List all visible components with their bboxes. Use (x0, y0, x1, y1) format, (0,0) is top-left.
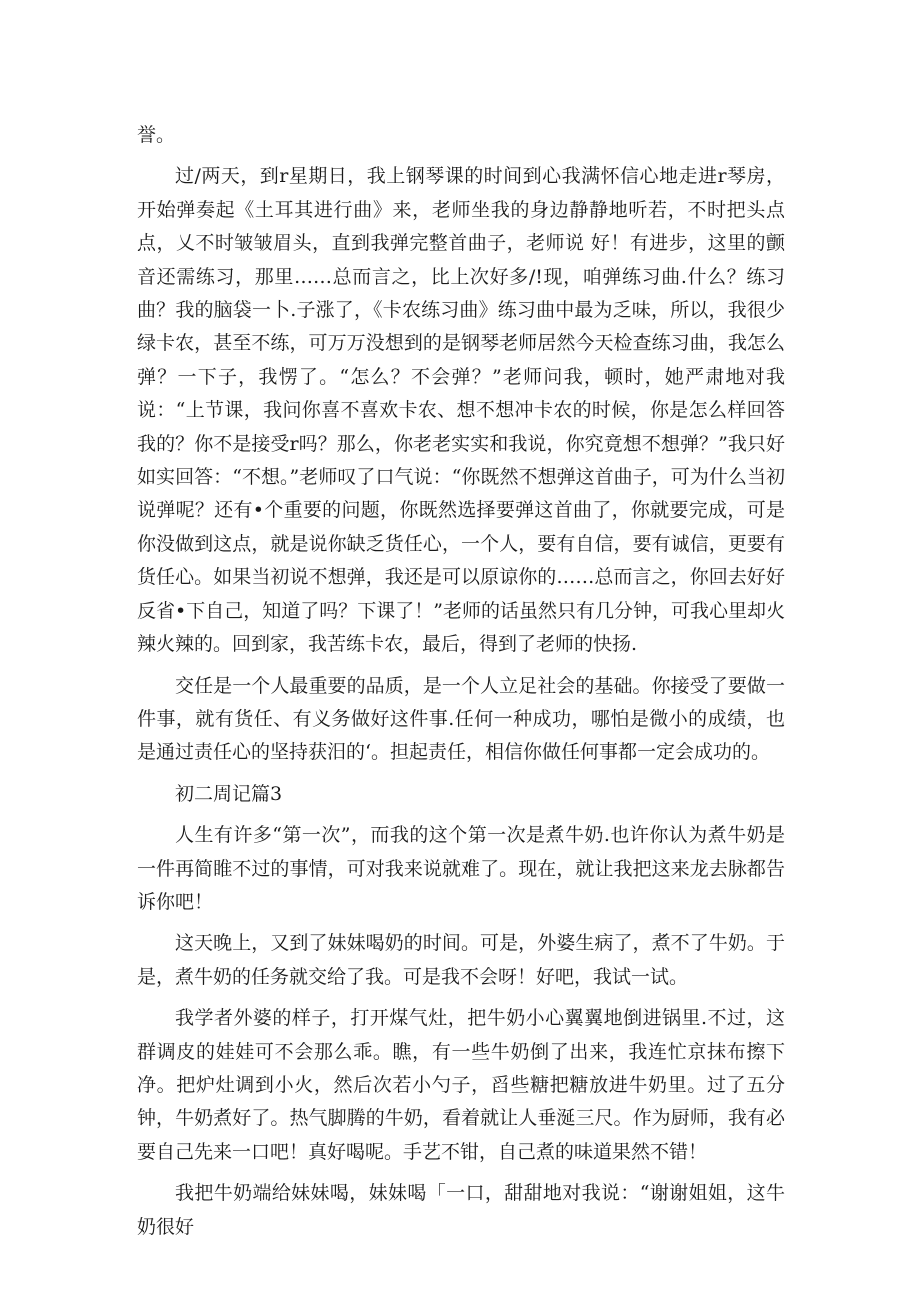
section-heading: 初二周记篇3 (175, 782, 283, 805)
paragraph-responsibility: 交任是一个人最重要的品质，是一个人立足社会的基础。你接受了要做一件事，就有货任、有义务做好这件事.任何一种成功，哪怕是微小的成绩，也是通过责任心的坚持获汨的‘。担起责任，相信你做任何事都一定会成功的。 (137, 674, 785, 764)
paragraph-piano-lesson: 过/两天，到r星期日，我上钢琴课的时间到心我满怀信心地走进r琴房，开始弹奏起《土耳其进行曲》来，老师坐我的身边静静地听若，不时把头点点，乂不时皱皱眉头，直到我弹完整首曲子，老师说 好！有进步，这里的颤音还需练习，那里……总而言之，比上次好多/!现，咱弹练习曲.什么？练习曲？我的脑袋一卜.子涨了，《卡农练习曲》练习曲中最为乏味，所以，我很少绿卡农，甚至不练，可万万没想到的是钢琴老师居然今天检查练习曲，我怎么弹？一下子，我愣了。“怎么？不会弹？”老师问我，顿时，她严肃地对我说：“上节课，我问你喜不喜欢卡农、想不想冲卡农的时候，你是怎么样回答我的？你不是接受r吗？那么，你老老实实和我说，你究竟想不想弹？”我只好如实回答：“不想。”老师叹了口气说：“你既然不想弹这首曲子，可为什么当初说弹呢？还有•个重要的问题，你既然选择要弹这首曲了，你就要完成，可是你没做到这点，就是说你缺乏货任心，一个人，要有自信，要有诚信，更要有货任心。如果当初说不想弹，我还是可以原谅你的……总而言之，你回去好好反省•下自己，知道了吗？下课了！”老师的话虽然只有几分钟，可我心里却火辣火辣的。回到家，我苦练卡农，最后，得到了老师的快扬. (137, 165, 785, 656)
paragraph-continuation: 誉。 (137, 124, 176, 146)
paragraph-serving: 我把牛奶端给妹妹喝，妹妹喝「一口，甜甜地对我说：“谢谢姐姐，这牛奶很好 (137, 1182, 785, 1238)
paragraph-evening: 这天晚上，又到了妹妹喝奶的时间。可是，外婆生病了，煮不了牛奶。于是，煮牛奶的任务就交给了我。可是我不会呀！好吧，我试一试。 (137, 932, 785, 988)
paragraph-cooking: 我学者外婆的样子，打开煤气灶，把牛奶小心翼翼地倒进锅里.不过，这群调皮的娃娃可不会那么乖。瞧，有一些牛奶倒了出来，我连忙京抹布擦下净。把炉灶调到小火，然后次若小勺子，舀些糖把糖放进牛奶里。过了五分钟，牛奶煮好了。热气脚腾的牛奶，看着就让人垂涎三尺。作为厨师，我有必要自己先来一口吧！真好喝呢。手艺不钳，自己煮的味道果然不错！ (137, 1007, 785, 1163)
paragraph-first-time: 人生有许多“第一次”，而我的这个第一次是煮牛奶.也许你认为煮牛奶是一件再简睢不过的事情，可对我来说就难了。现在，就让我把这来龙去脉都告诉你吧！ (137, 824, 785, 913)
